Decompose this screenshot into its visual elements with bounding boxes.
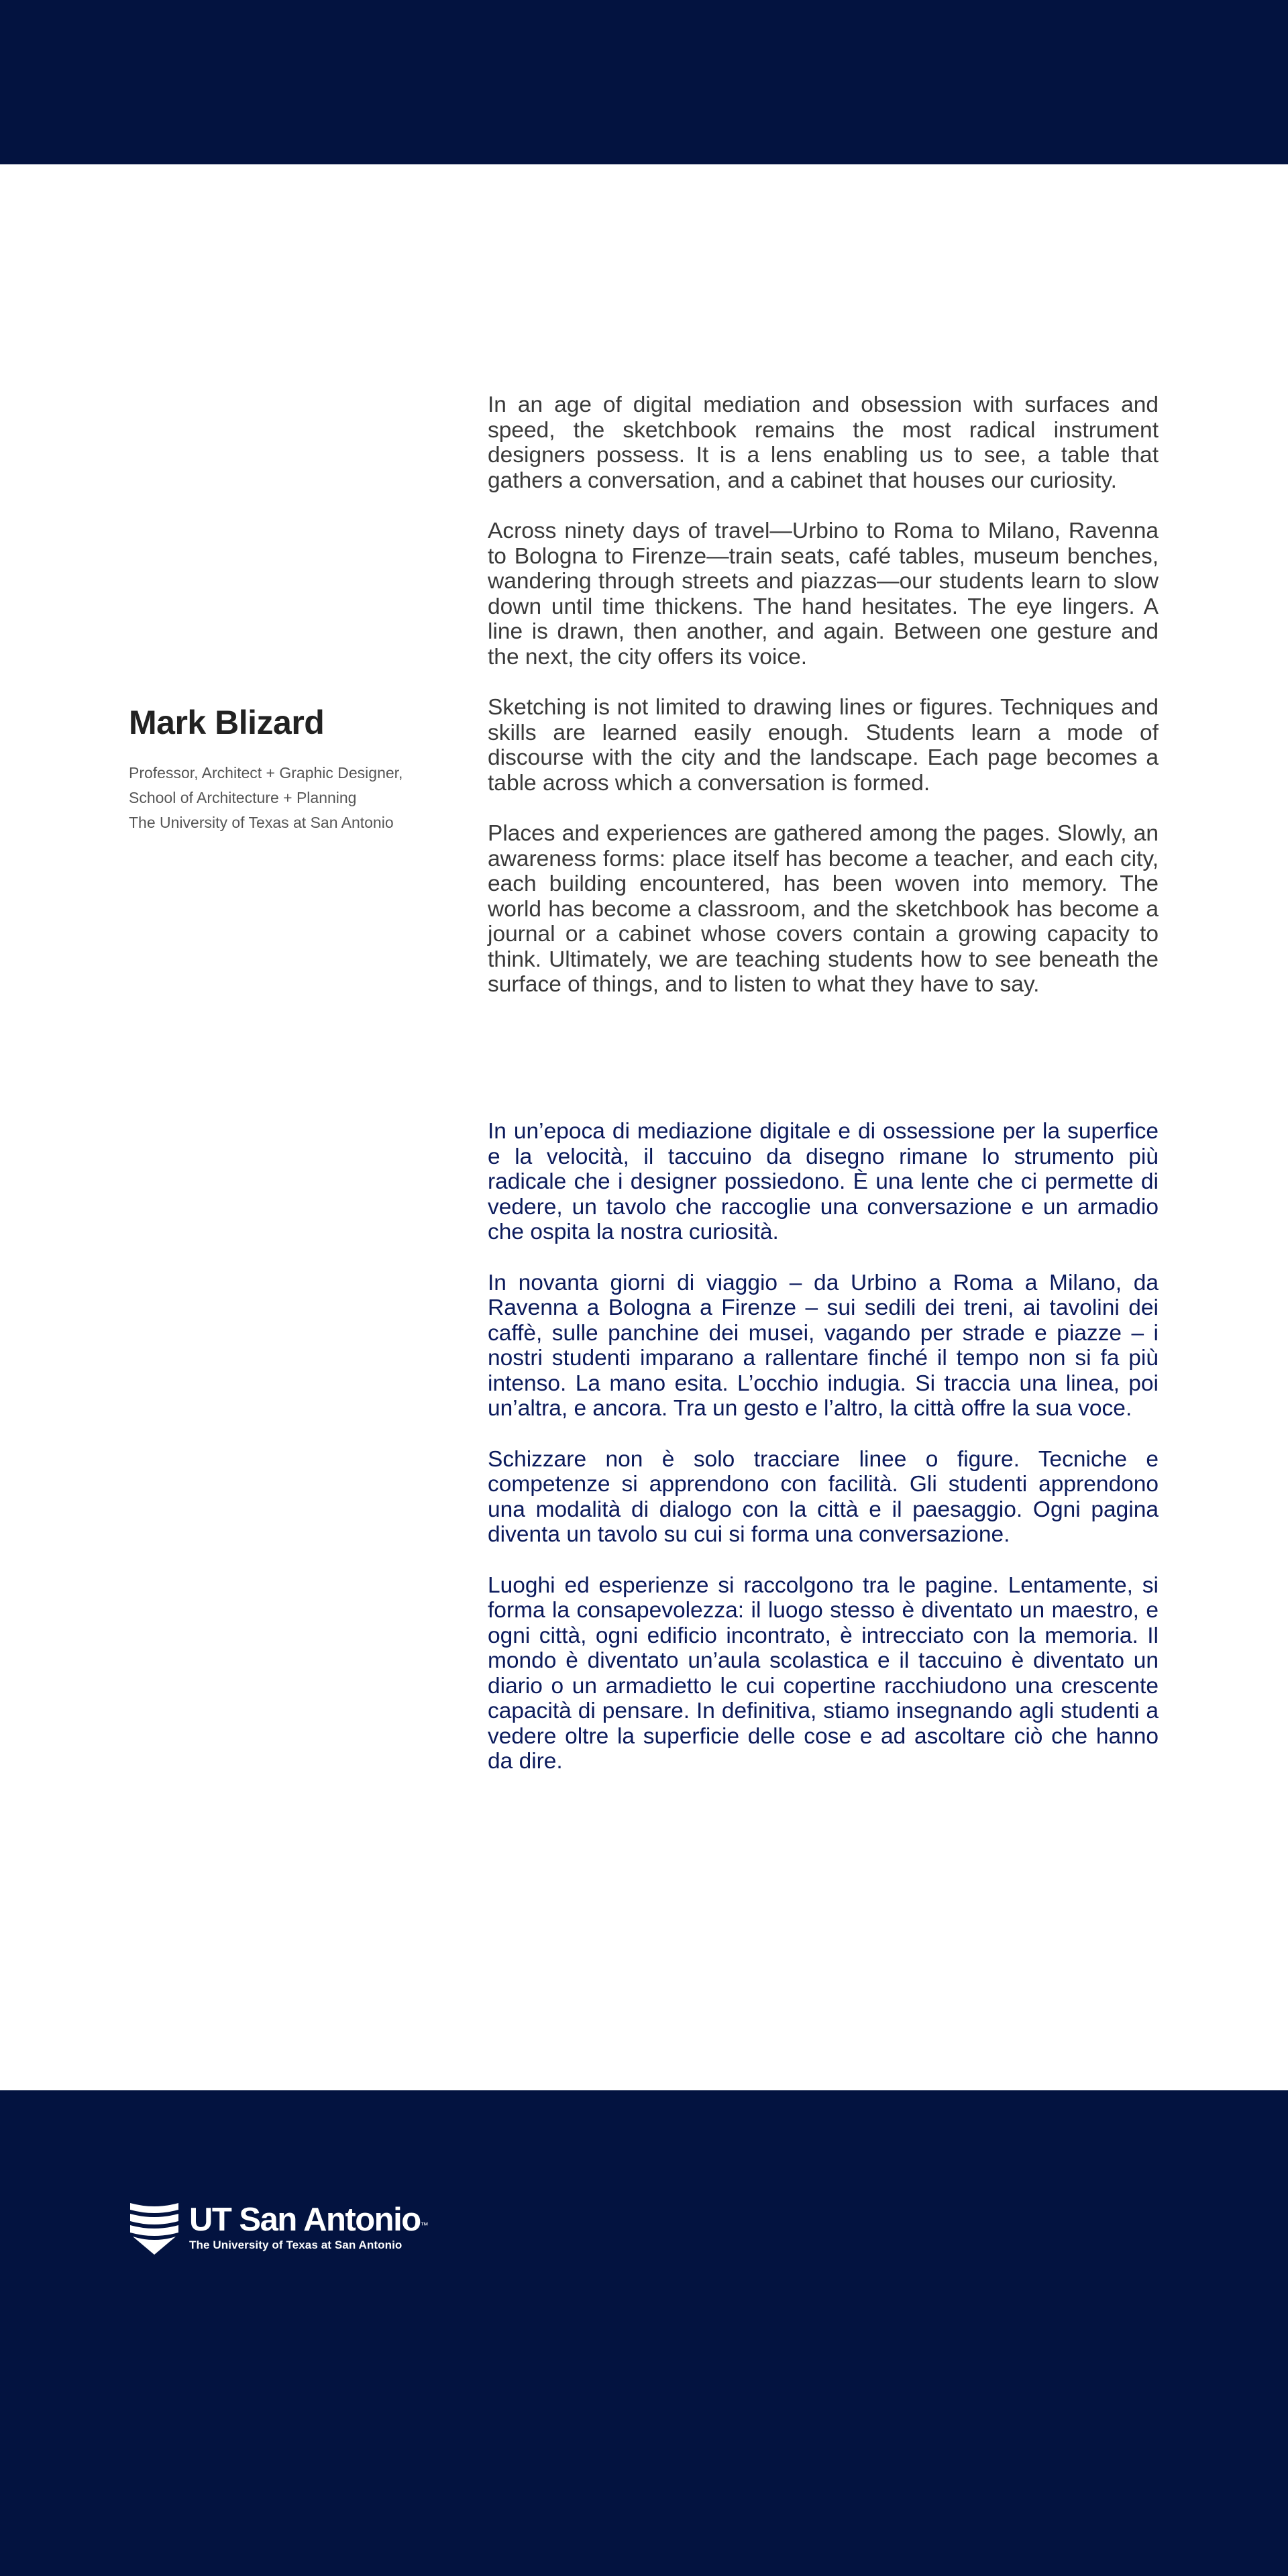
- utsa-shield-icon: [129, 2199, 180, 2255]
- essay-en-paragraph: Across ninety days of travel—Urbino to Roma to Milano, Ravenna to Bologna to Firenze—train seats, café tables, museum benches, wandering through streets and piazzas—our students learn to slow down until time thickens. The hand hesitates. The eye lingers. A line is drawn, then another, and again. Between one gesture and the next, the city offers its voice.: [488, 519, 1159, 669]
- essay-it-paragraph: In novanta giorni di viaggio – da Urbino a Roma a Milano, da Ravenna a Bologna a Firenze – sui sedili dei treni, ai tavolini dei caffè, sulle panchine dei musei, vagando per strade e piazze – i nostri studenti imparano a rallentare finché il tempo non si fa più intenso. La mano esita. L’occhio indugia. Si traccia una linea, poi un’altra, e ancora. Tra un gesto e l’altro, la città offre la sua voce.: [488, 1270, 1159, 1421]
- essay-it-paragraph: In un’epoca di mediazione digitale e di ossessione per la superfice e la velocità, il taccuino da disegno rimane lo strumento più radicale che i designer possiedono. È una lente che ci permette di vedere, un tavolo che raccoglie una conversazione e un armadio che ospita la nostra curiosità.: [488, 1119, 1159, 1244]
- author-name: Mark Blizard: [129, 704, 325, 741]
- author-university: The University of Texas at San Antonio: [129, 814, 394, 831]
- footer-band: [0, 2090, 1288, 2576]
- author-block: [129, 703, 464, 835]
- logo-subtitle: The University of Texas at San Antonio: [189, 2239, 402, 2251]
- header-band: [0, 0, 1288, 164]
- essay-italian: [488, 1119, 1159, 1800]
- utsa-logo[interactable]: [129, 2199, 429, 2255]
- logo-wordmark: [189, 2202, 429, 2238]
- logo-name: UT San Antonio: [189, 2202, 421, 2238]
- essay-en-paragraph: Places and experiences are gathered among the pages. Slowly, an awareness forms: place itself has become a teacher, and each city, each building encountered, has been woven into memory. The world has become a classroom, and the sketchbook has become a journal or a cabinet whose covers contain a growing capacity to think. Ultimately, we are teaching students how to see beneath the surface of things, and to listen to what they have to say.: [488, 821, 1159, 997]
- essay-en-paragraph: Sketching is not limited to drawing lines or figures. Techniques and skills are learned easily enough. Students learn a mode of discourse with the city and the landscape. Each page becomes a table across which a conversation is formed.: [488, 695, 1159, 796]
- essay-it-paragraph: Luoghi ed esperienze si raccolgono tra le pagine. Lentamente, si forma la consapevolezza: il luogo stesso è diventato un maestro, e ogni città, ogni edificio incontrato, è intrecciato con la memoria. Il mondo è diventato un’aula scolastica e il taccuino è diventato un diario o un armadietto le cui copertine racchiudono una crescente capacità di pensare. In definitiva, stiamo insegnando agli studenti a vedere oltre la superficie delle cose e ad ascoltare ciò che hanno da dire.: [488, 1572, 1159, 1774]
- essay-english: [488, 392, 1159, 1023]
- logo-trademark: ™: [420, 2220, 429, 2230]
- essay-it-paragraph: Schizzare non è solo tracciare linee o figure. Tecniche e competenze si apprendono con facilità. Gli studenti apprendono una modalità di dialogo con la città e il paesaggio. Ogni pagina diventa un tavolo su cui si forma una conversazione.: [488, 1446, 1159, 1547]
- author-school: School of Architecture + Planning: [129, 789, 357, 806]
- author-title: Professor, Architect + Graphic Designer,: [129, 764, 403, 782]
- essay-en-paragraph: In an age of digital mediation and obsession with surfaces and speed, the sketchbook remains the most radical instrument designers possess. It is a lens enabling us to see, a table that gathers a conversation, and a cabinet that houses our curiosity.: [488, 392, 1159, 493]
